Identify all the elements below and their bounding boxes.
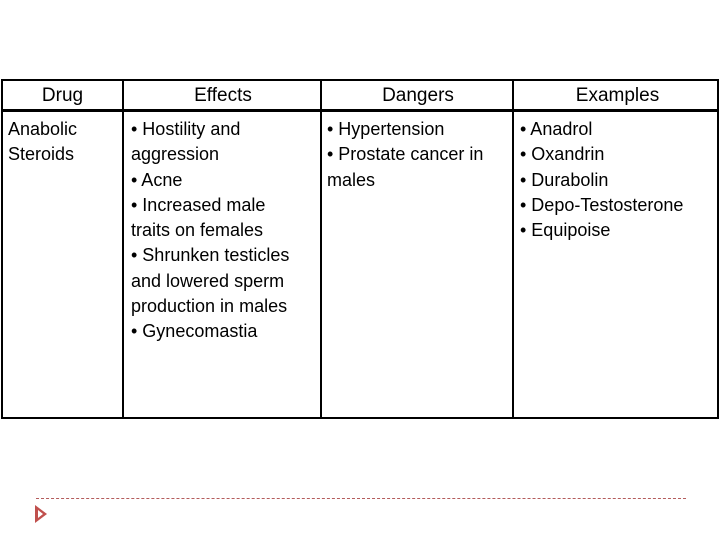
column-examples (512, 81, 720, 417)
cell-effects: • Hostility and aggression • Acne • Increased male traits on females • Shrunken testicles and lowered sperm production in males • Gynecomastia (131, 119, 290, 342)
column-drug (3, 81, 122, 417)
column-effects (122, 81, 322, 417)
cell-drug: Anabolic Steroids (8, 119, 78, 165)
header-examples: Examples (575, 85, 660, 106)
play-arrow-icon (35, 505, 47, 523)
cell-examples: • Anadrol • Oxandrin • Durabolin • Depo-Testosterone • Equipoise (520, 119, 684, 241)
header-drug: Drug (41, 85, 84, 106)
cell-dangers: • Hypertension • Prostate cancer in males (327, 119, 484, 190)
column-dangers (320, 81, 514, 417)
header-dangers: Dangers (382, 85, 454, 106)
drug-table (1, 79, 719, 419)
header-effects: Effects (194, 85, 252, 106)
footer-divider (36, 498, 686, 499)
